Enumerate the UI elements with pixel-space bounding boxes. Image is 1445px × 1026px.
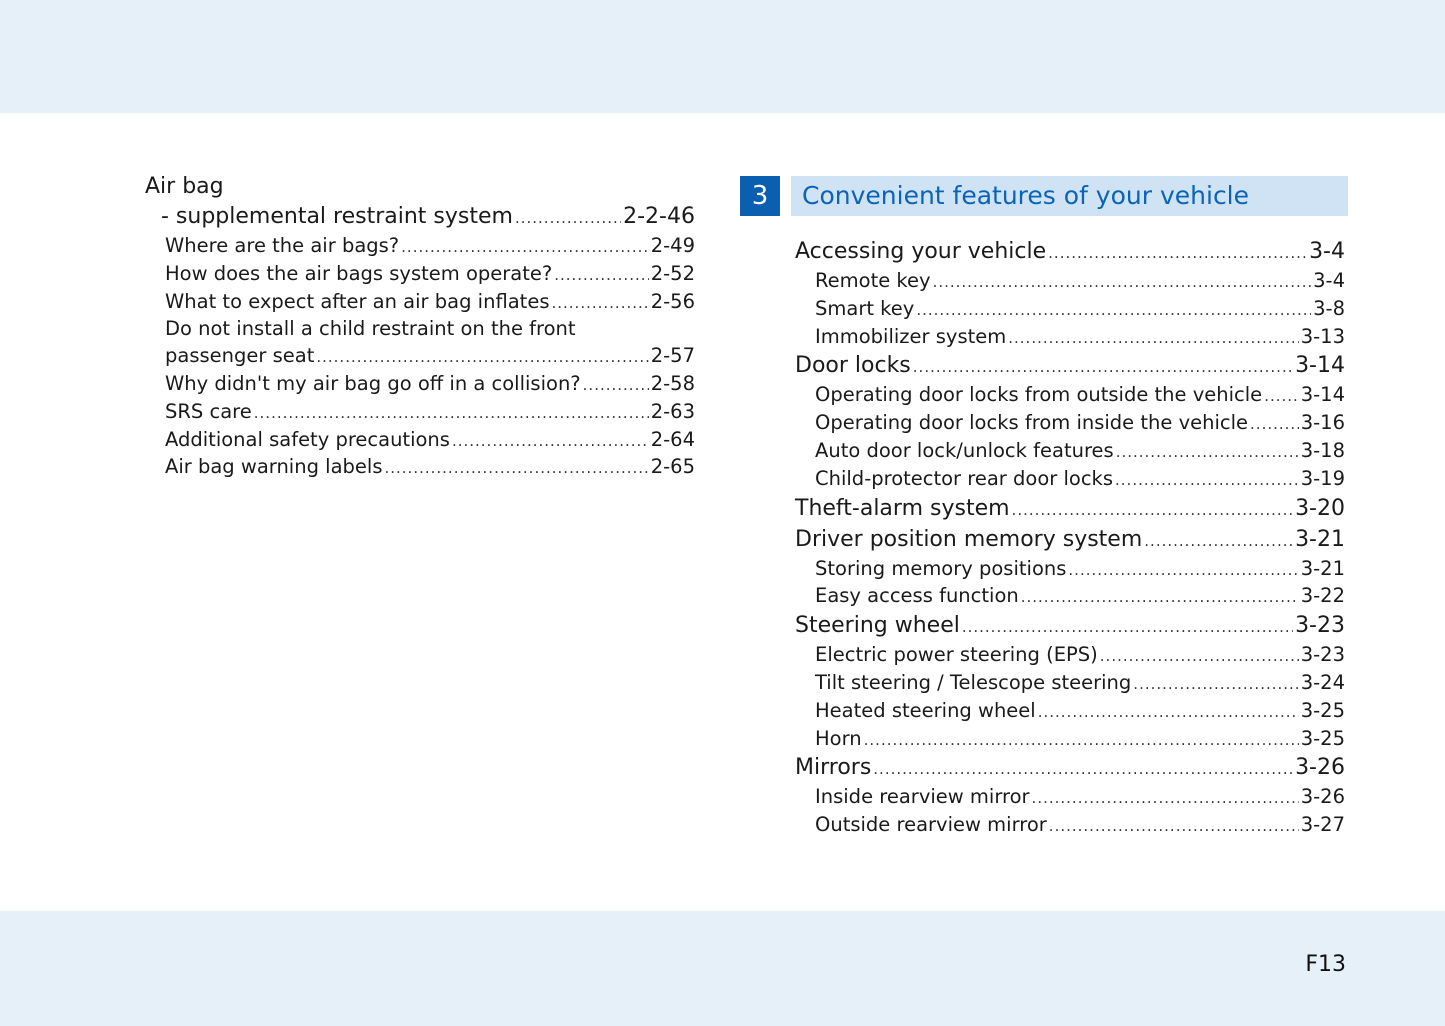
toc-entry-title: Door locks (795, 353, 911, 379)
toc-section[interactable] (795, 494, 1345, 525)
toc-entry-page: 3-24 (1300, 670, 1345, 694)
toc-entry-page: 2-64 (650, 427, 695, 451)
dot-leader (864, 727, 1299, 754)
toc-entry[interactable] (145, 371, 695, 399)
toc-entry-page: 3-22 (1300, 584, 1345, 608)
toc-entry-title: Air bag warning labels (165, 455, 383, 479)
toc-entry-title: Why didn't my air bag go off in a collision? (165, 371, 581, 395)
toc-entry-title: Storing memory positions (815, 556, 1067, 580)
toc-entry[interactable] (145, 399, 695, 427)
toc-entry-page: 3-23 (1295, 613, 1345, 639)
toc-entry-title: Outside rearview mirror (815, 813, 1047, 837)
toc-entry-page: 3-8 (1313, 296, 1345, 320)
toc-entry[interactable] (795, 642, 1345, 670)
dot-leader (1048, 238, 1307, 268)
toc-entry-page: 3-13 (1300, 324, 1345, 348)
toc-entry[interactable] (795, 296, 1345, 324)
toc-entry[interactable] (795, 324, 1345, 352)
toc-entry-title: Electric power steering (EPS) (815, 643, 1098, 667)
toc-section[interactable] (795, 525, 1345, 556)
toc-section[interactable] (795, 611, 1345, 642)
toc-entry-title: passenger seat (165, 344, 315, 368)
dot-leader (1144, 526, 1293, 556)
dot-leader (384, 455, 648, 482)
toc-entry[interactable] (795, 466, 1345, 494)
toc-entry[interactable] (145, 289, 695, 317)
toc-right-column (795, 237, 1345, 840)
toc-entry-title: Smart key (815, 296, 915, 320)
dot-leader (1115, 467, 1299, 494)
toc-entry-page: 3-25 (1300, 726, 1345, 750)
dot-leader (913, 352, 1293, 382)
toc-section[interactable] (795, 753, 1345, 784)
toc-entry[interactable] (795, 583, 1345, 611)
dot-leader (1038, 699, 1299, 726)
toc-entry-title: Remote key (815, 269, 931, 292)
toc-entry[interactable] (795, 410, 1345, 438)
toc-entry-page: 3-20 (1295, 495, 1345, 521)
toc-left-items (145, 233, 695, 482)
toc-entry-page: 3-26 (1295, 755, 1345, 781)
toc-entry-page: 3-26 (1300, 785, 1345, 809)
toc-entry-page: 2-49 (650, 234, 695, 257)
dot-leader (551, 290, 648, 317)
dot-leader (1100, 643, 1299, 670)
toc-entry-title: Inside rearview mirror (815, 785, 1030, 809)
dot-leader (1012, 495, 1294, 525)
chapter-number-badge: 3 (740, 176, 780, 216)
dot-leader (1068, 557, 1298, 584)
dot-leader (515, 203, 621, 233)
toc-section[interactable] (795, 237, 1345, 268)
toc-entry-title: Theft-alarm system (795, 495, 1010, 521)
dot-leader (554, 262, 649, 289)
toc-entry-page: 3-27 (1300, 813, 1345, 837)
dot-leader (401, 234, 649, 261)
toc-entry-title: Horn (815, 726, 862, 750)
toc-entry-page: 2-58 (650, 371, 695, 395)
header-band (0, 0, 1445, 113)
toc-entry[interactable] (145, 233, 695, 261)
toc-entry-page: 2-56 (650, 289, 695, 313)
toc-entry-title: Tilt steering / Telescope steering (815, 670, 1132, 694)
dot-leader (962, 612, 1293, 642)
dot-leader (933, 269, 1312, 296)
toc-entry[interactable] (145, 316, 695, 343)
dot-leader (1008, 325, 1298, 352)
toc-entry-page: 3-21 (1295, 526, 1345, 552)
toc-entry-title: Where are the air bags? (165, 234, 400, 257)
toc-entry[interactable] (145, 454, 695, 482)
toc-entry-page: 2-2-46 (623, 204, 695, 229)
toc-entry-title: Accessing your vehicle (795, 239, 1047, 264)
dot-leader (1049, 813, 1299, 840)
toc-entry-title: Operating door locks from outside the vehicle (815, 383, 1263, 407)
toc-entry-page: 2-63 (650, 399, 695, 423)
toc-entry-page: 3-16 (1300, 411, 1345, 435)
toc-entry[interactable] (795, 670, 1345, 698)
dot-leader (254, 400, 649, 427)
toc-entry-title: Easy access function (815, 584, 1019, 608)
toc-entry-page: 3-21 (1300, 556, 1345, 580)
toc-entry-page: 3-4 (1313, 269, 1345, 292)
toc-entry[interactable] (795, 698, 1345, 726)
toc-entry-title: How does the air bags system operate? (165, 261, 553, 285)
toc-entry-title: SRS care (165, 399, 252, 423)
dot-leader (1021, 584, 1299, 611)
toc-entry-title: Operating door locks from inside the vehicle (815, 411, 1249, 435)
toc-entry-title: Mirrors (795, 755, 872, 781)
toc-heading-air-bag: Air bag (145, 174, 224, 199)
toc-entry-title: Heated steering wheel (815, 698, 1036, 722)
toc-entry-page: 3-19 (1300, 466, 1345, 490)
dot-leader (1250, 411, 1299, 438)
toc-entry-title: Additional safety precautions (165, 427, 450, 451)
toc-entry-page: 3-25 (1300, 698, 1345, 722)
dot-leader (1264, 383, 1299, 410)
toc-entry[interactable] (795, 556, 1345, 584)
toc-entry-page: 2-52 (650, 261, 695, 285)
toc-entry[interactable] (795, 812, 1345, 840)
toc-entry-title: Do not install a child restraint on the front (165, 317, 576, 341)
dot-leader (452, 428, 649, 455)
toc-entry-title: Child-protector rear door locks (815, 466, 1114, 490)
toc-entry-title: Auto door lock/unlock features (815, 438, 1114, 462)
toc-entry[interactable] (795, 726, 1345, 754)
toc-entry[interactable] (795, 784, 1345, 812)
toc-entry-page: 3-18 (1300, 438, 1345, 462)
toc-entry-title: - supplemental restraint system (161, 204, 513, 229)
dot-leader (583, 372, 649, 399)
toc-section[interactable] (795, 351, 1345, 382)
toc-entry[interactable] (795, 438, 1345, 466)
toc-entry-title: What to expect after an air bag inflates (165, 289, 550, 313)
dot-leader (873, 754, 1293, 784)
toc-entry-page: 2-57 (650, 344, 695, 368)
toc-entry-srs[interactable] (145, 202, 695, 233)
toc-entry[interactable] (795, 382, 1345, 410)
dot-leader (1133, 671, 1298, 698)
toc-entry[interactable] (795, 268, 1345, 296)
toc-entry-page: 3-14 (1295, 353, 1345, 379)
dot-leader (1032, 785, 1299, 812)
toc-left-column (145, 172, 695, 482)
toc-entry[interactable] (145, 261, 695, 289)
toc-entry[interactable] (145, 427, 695, 455)
toc-entry-page: 3-23 (1300, 643, 1345, 667)
toc-entry-page: 2-65 (650, 455, 695, 479)
dot-leader (316, 344, 648, 371)
page-number: F13 (1305, 952, 1346, 977)
chapter-title: Convenient features of your vehicle (791, 176, 1348, 216)
toc-entry-title: Immobilizer system (815, 324, 1007, 348)
footer-band (0, 911, 1445, 1026)
toc-entry-page: 3-4 (1309, 239, 1345, 264)
dot-leader (916, 297, 1311, 324)
toc-entry[interactable] (145, 343, 695, 371)
toc-entry-title: Driver position memory system (795, 526, 1143, 552)
toc-entry-page: 3-14 (1300, 383, 1345, 407)
dot-leader (1116, 439, 1299, 466)
toc-entry-title: Steering wheel (795, 613, 960, 639)
